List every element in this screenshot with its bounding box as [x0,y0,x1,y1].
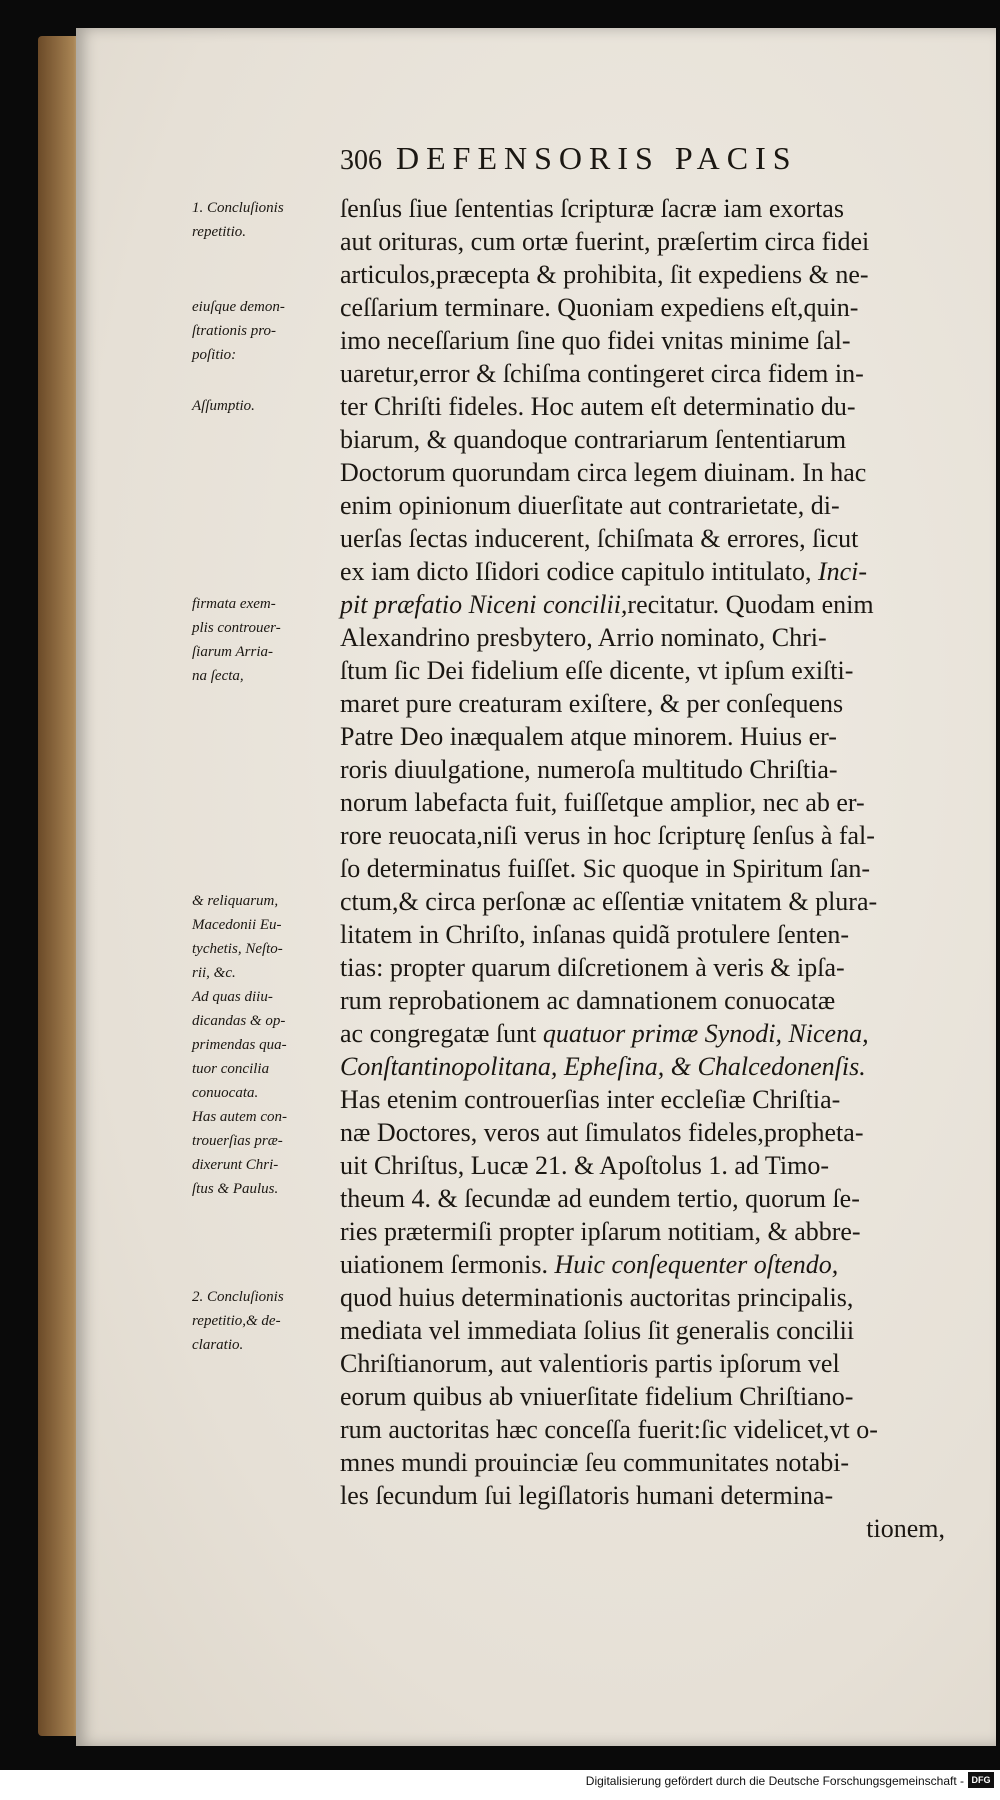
page-number: 306 [340,145,382,176]
margin-note-line: plis controuer- [192,620,281,636]
footer-strip [0,1770,1000,1800]
margin-note-line: dixerunt Chri- [192,1157,279,1173]
text-segment: ſo determinatus fuiſſet. Sic quoque in Spiritum ſan- [340,854,871,883]
text-segment: biarum, & quandoque contrariarum ſententiarum [340,425,847,454]
text-line [340,1215,945,1248]
body-text [340,192,945,1545]
text-segment: ex iam dicto Iſidori codice capitulo intitulato, [340,557,818,586]
text-segment: mediata vel immediata ſolius ſit generalis concilii [340,1316,855,1345]
text-segment: uerſas ſectas inducerent, ſchiſmata & errores, ſicut [340,524,859,553]
text-line [340,1149,945,1182]
text-line [340,1479,945,1512]
italic-segment: pit præfatio Niceni concilii, [340,590,628,619]
text-line [340,588,945,621]
text-segment: articulos,præcepta & prohibita, ſit expediens & ne- [340,260,869,289]
text-line [340,918,945,951]
text-line [340,1314,945,1347]
margin-note-line: ſiarum Arria- [192,644,273,660]
margin-note-line: ſtus & Paulus. [192,1181,279,1197]
text-line [340,1446,945,1479]
margin-note-line: firmata exem- [192,596,276,612]
margin-note-line: claratio. [192,1337,244,1353]
text-segment: uiationem ſermonis. [340,1250,555,1279]
text-segment: tias: propter quarum diſcretionem à veris & ipſa- [340,953,845,982]
text-line [340,1380,945,1413]
text-segment: næ Doctores, veros aut ſimulatos fideles,propheta- [340,1118,864,1147]
text-line [340,357,945,390]
margin-note-line: dicandas & op- [192,1013,286,1029]
text-segment: maret pure creaturam exiſtere, & per conſequens [340,689,844,718]
margin-note-line: repetitio,& de- [192,1313,281,1329]
margin-note-arriana-secta [192,592,342,688]
text-line [340,687,945,720]
text-segment: uit Chriſtus, Lucæ 21. & Apoſtolus 1. ad Timo- [340,1151,829,1180]
margin-note-line: & reliquarum, [192,893,279,909]
text-segment: quod huius determinationis auctoritas principalis, [340,1283,854,1312]
text-segment: roris diuulgatione, numeroſa multitudo Chriſtia- [340,755,838,784]
margin-note-line: trouerſias præ- [192,1133,283,1149]
margin-note-line: repetitio. [192,224,247,240]
margin-note-line: tuor concilia [192,1061,270,1077]
margin-note-line: primendas qua- [192,1037,287,1053]
text-line [340,621,945,654]
text-line [340,1281,945,1314]
text-segment: Chriſtianorum, aut valentioris partis ipſorum vel [340,1349,840,1378]
text-line [340,489,945,522]
text-line [340,786,945,819]
text-segment: imo neceſſarium ſine quo fidei vnitas minime ſal- [340,326,851,355]
text-segment: ter Chriſti fideles. Hoc autem eſt determinatio du- [340,392,856,421]
italic-segment: Conſtantinopolitana, Epheſina, & Chalcedonenſis. [340,1052,866,1081]
text-segment: Has etenim controuerſias inter eccleſiæ Chriſtia- [340,1085,841,1114]
margin-note-line: rii, &c. [192,965,236,981]
text-line [340,324,945,357]
text-line [340,1182,945,1215]
text-segment: mnes mundi prouinciæ ſeu communitates notabi- [340,1448,850,1477]
italic-segment: quatuor primæ Synodi, Nicena, [542,1019,869,1048]
text-line [340,753,945,786]
text-segment: aut orituras, cum ortæ fuerint, præſertim circa fidei [340,227,870,256]
text-line [340,1512,945,1545]
text-segment: ac congregatæ ſunt [340,1019,543,1048]
margin-note-line: tychetis, Neſto- [192,941,283,957]
margin-note-assumptio [192,394,342,418]
margin-note-line: Has autem con- [192,1109,287,1125]
margin-note-line: Macedonii Eu- [192,917,282,933]
text-line [340,819,945,852]
text-line [340,885,945,918]
text-segment: rore reuocata,niſi verus in hoc ſcripturę ſenſus à fal- [340,821,875,850]
text-segment: rum reprobationem ac damnationem conuocatæ [340,986,836,1015]
text-line [340,852,945,885]
text-line [340,1347,945,1380]
text-segment: eorum quibus ab vniuerſitate fidelium Chriſtiano- [340,1382,854,1411]
text-line [340,1413,945,1446]
margin-note-line: conuocata. [192,1085,259,1101]
text-line [340,555,945,588]
text-segment: Patre Deo inæqualem atque minorem. Huius er- [340,722,837,751]
digitization-credit: Digitalisierung gefördert durch die Deutsche Forschungsgemeinschaft - [585,1774,964,1788]
text-segment: tionem, [866,1514,945,1543]
text-segment: ſtum ſic Dei fidelium eſſe dicente, vt ipſum exiſti- [340,656,854,685]
text-line [340,456,945,489]
text-line [340,654,945,687]
text-segment: theum 4. & ſecundæ ad eundem tertio, quorum ſe- [340,1184,860,1213]
text-line [340,423,945,456]
text-segment: Doctorum quorundam circa legem diuinam. In hac [340,458,867,487]
margin-note-conclusionis-repetitio [192,196,342,244]
text-segment: litatem in Chriſto, inſanas quidã protulere ſenten- [340,920,850,949]
text-segment: ctum,& circa perſonæ ac eſſentiæ vnitatem & plura- [340,887,878,916]
margin-note-conclusionis-declaratio [192,1285,342,1357]
italic-segment: Huic conſequenter oſtendo, [554,1250,839,1279]
margin-note-line: 2. Concluſionis [192,1289,284,1305]
text-line [340,522,945,555]
page-header [340,140,940,180]
text-segment: norum labefacta fuit, fuiſſetque amplior, nec ab er- [340,788,865,817]
text-segment: les ſecundum ſui legiſlatoris humani determina- [340,1481,834,1510]
margin-note-line: Ad quas diiu- [192,989,273,1005]
text-segment: ſenſus ſiue ſententias ſcripturæ ſacræ iam exortas [340,194,844,223]
text-line [340,291,945,324]
text-segment: rum auctoritas hæc conceſſa fuerit:ſic videlicet,vt o- [340,1415,878,1444]
margin-note-line: poſitio: [192,347,237,363]
margin-note-line: 1. Concluſionis [192,200,284,216]
text-line [340,984,945,1017]
text-line [340,1017,945,1050]
running-title: DEFENSORIS PACIS [396,140,798,176]
dfg-logo: DFG [968,1772,994,1788]
margin-note-line: ſtrationis pro- [192,323,277,339]
margin-note-demonstrationis [192,295,342,367]
text-segment: recitatur. Quodam enim [627,590,874,619]
text-line [340,390,945,423]
margin-note-line: Aſſumptio. [192,398,255,414]
text-segment: enim opinionum diuerſitate aut contrarietate, di- [340,491,840,520]
italic-segment: Inci- [817,557,868,586]
margin-note-reliquarum [192,889,342,1201]
margin-note-line: na ſecta, [192,668,244,684]
text-line [340,1248,945,1281]
text-segment: ries prætermiſi propter ipſarum notitiam, & abbre- [340,1217,861,1246]
text-line [340,258,945,291]
text-line [340,192,945,225]
text-line [340,1083,945,1116]
text-line [340,1116,945,1149]
text-segment: ceſſarium terminare. Quoniam expediens eſt,quin- [340,293,859,322]
text-line [340,225,945,258]
margin-note-line: eiuſque demon- [192,299,285,315]
text-line [340,1050,945,1083]
text-segment: Alexandrino presbytero, Arrio nominato, Chri- [340,623,827,652]
text-line [340,951,945,984]
text-segment: uaretur,error & ſchiſma contingeret circa fidem in- [340,359,864,388]
text-line [340,720,945,753]
